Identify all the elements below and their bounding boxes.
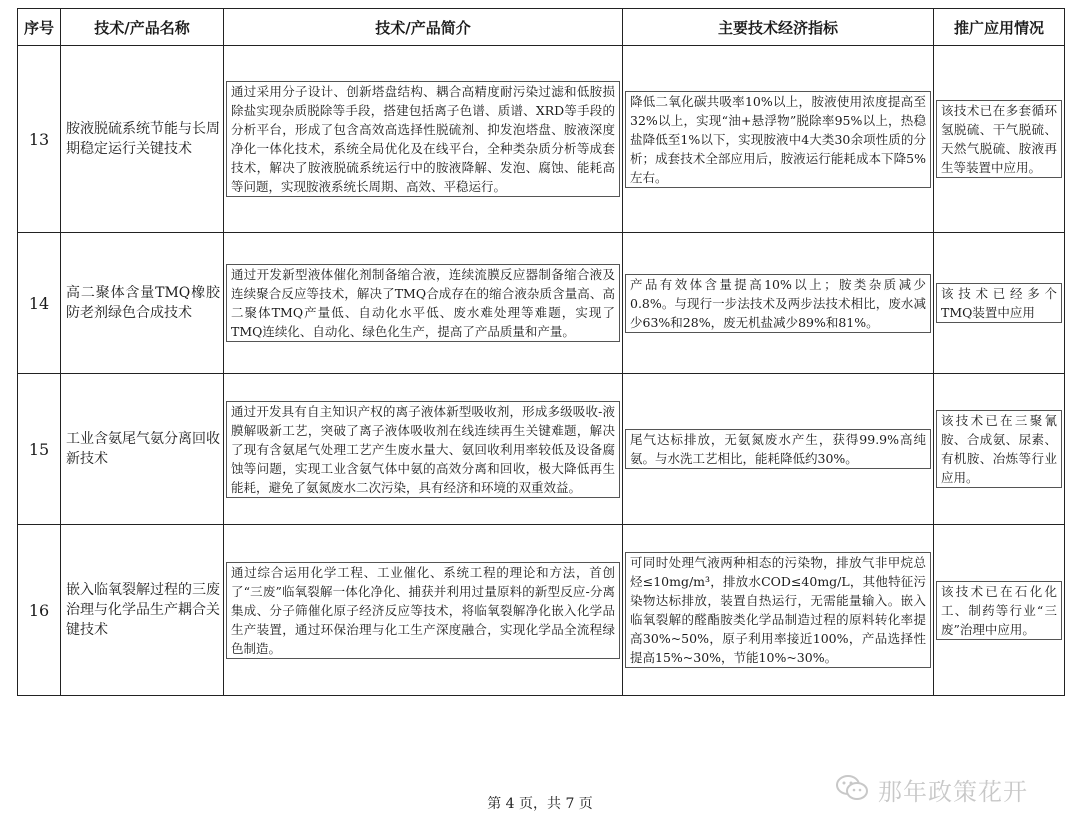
- header-application: 推广应用情况: [934, 9, 1065, 46]
- header-no: 序号: [18, 9, 61, 46]
- table-row: [18, 374, 1065, 525]
- tech-name: 嵌入临氧裂解过程的三废治理与化学品生产耦合关键技术: [61, 525, 224, 696]
- tech-application-cell: [934, 525, 1065, 696]
- tech-intro: 通过开发具有自主知识产权的离子液体新型吸收剂，形成多级吸收-液膜解吸新工艺，突破了离子液体吸收剂在线连续再生关键难题，解决了现有含氨尾气处理工艺产生废水量大、氨回收利用率较低及设备腐蚀等问题，实现工业含氨气体中氨的高效分离和回收，极大降低再生能耗，避免了氨氮废水二次污染，具有经济和环境的双重效益。: [226, 401, 620, 498]
- tech-intro: 通过开发新型液体催化剂制备缩合液，连续流膜反应器制备缩合液及连续聚合反应等技术，解决了TMQ合成存在的缩合液杂质含量高、高二聚体TMQ产量低、自动化水平低、废水难处理等难题，实现了TMQ连续化、自动化、绿色化生产，提高了产品质量和产量。: [226, 264, 620, 342]
- tech-intro: 通过采用分子设计、创新塔盘结构、耦合高精度耐污染过滤和低胺损除盐实现杂质脱除等手段，搭建包括离子色谱、质谱、XRD等手段的分析平台，形成了包含高效高选择性脱硫剂、抑发泡塔盘、胺液深度净化一体化技术，系统全局优化及在线平台，全种类杂质分析等成套技术，解决了胺液脱硫系统运行中的胺液降解、发泡、腐蚀、能耗高等问题，实现胺液系统长周期、高效、平稳运行。: [226, 81, 620, 197]
- tech-name: 高二聚体含量TMQ橡胶防老剂绿色合成技术: [61, 233, 224, 374]
- tech-catalog-table: [17, 8, 1065, 696]
- tech-application-cell: [934, 46, 1065, 233]
- row-number: 16: [18, 525, 61, 696]
- tech-intro-cell: [224, 233, 623, 374]
- table-header-row: [18, 9, 1065, 46]
- table-row: [18, 233, 1065, 374]
- tech-name: 胺液脱硫系统节能与长周期稳定运行关键技术: [61, 46, 224, 233]
- tech-intro-cell: [224, 525, 623, 696]
- header-intro: 技术/产品简介: [224, 9, 623, 46]
- tech-indicators: 可同时处理气液两种相态的污染物，排放气非甲烷总烃≤10mg/m³，排放水COD≤40mg/L，其他特征污染物达标排放，装置自热运行，无需能量输入。嵌入临氧裂解的醛酯胺类化学品制造过程的原料转化率提高30%~50%，原子利用率接近100%，产品选择性提高15%~30%，节能10%~30%。: [625, 552, 931, 668]
- tech-application: 该技术已在多套循环氢脱硫、干气脱硫、天然气脱硫、胺液再生等装置中应用。: [936, 100, 1062, 178]
- tech-intro-cell: [224, 374, 623, 525]
- tech-name: 工业含氨尾气氨分离回收新技术: [61, 374, 224, 525]
- tech-application-cell: [934, 374, 1065, 525]
- tech-indicators-cell: [623, 46, 934, 233]
- table-row: [18, 46, 1065, 233]
- tech-intro: 通过综合运用化学工程、工业催化、系统工程的理论和方法，首创了“三废”临氧裂解一体化净化、捕获并利用过量原料的新型反应-分离集成、分子筛催化原子经济反应等技术，将临氧裂解净化嵌入化学品生产装置，通过环保治理与化工生产深度融合，实现化学品全流程绿色制造。: [226, 562, 620, 659]
- tech-indicators-cell: [623, 374, 934, 525]
- row-number: 15: [18, 374, 61, 525]
- row-number: 13: [18, 46, 61, 233]
- watermark-text: 那年政策花开: [878, 778, 1028, 806]
- tech-indicators-cell: [623, 233, 934, 374]
- table-row: [18, 525, 1065, 696]
- tech-application: 该技术已在三聚氰胺、合成氨、尿素、有机胺、冶炼等行业应用。: [936, 410, 1062, 488]
- header-name: 技术/产品名称: [61, 9, 224, 46]
- tech-indicators: 产品有效体含量提高10%以上；胺类杂质减少0.8%。与现行一步法技术及两步法技术相比，废水减少63%和28%，废无机盐减少89%和81%。: [625, 274, 931, 333]
- tech-application: 该技术已在石化化工、制药等行业“三废”治理中应用。: [936, 581, 1062, 640]
- tech-indicators-cell: [623, 525, 934, 696]
- tech-intro-cell: [224, 46, 623, 233]
- page-footer: 第 4 页，共 7 页: [487, 796, 593, 812]
- tech-indicators: 降低二氧化碳共吸率10%以上，胺液使用浓度提高至32%以上，实现“油+悬浮物”脱除率95%以上，热稳盐降低至1%以下，实现胺液中4大类30余项性质的分析；成套技术全部应用后，胺液运行能耗成本下降5%左右。: [625, 91, 931, 188]
- header-indicators: 主要技术经济指标: [623, 9, 934, 46]
- tech-application: 该技术已经多个TMQ装置中应用: [936, 283, 1062, 323]
- tech-indicators: 尾气达标排放，无氨氮废水产生，获得99.9%高纯氨。与水洗工艺相比，能耗降低约30%。: [625, 429, 931, 469]
- row-number: 14: [18, 233, 61, 374]
- tech-application-cell: [934, 233, 1065, 374]
